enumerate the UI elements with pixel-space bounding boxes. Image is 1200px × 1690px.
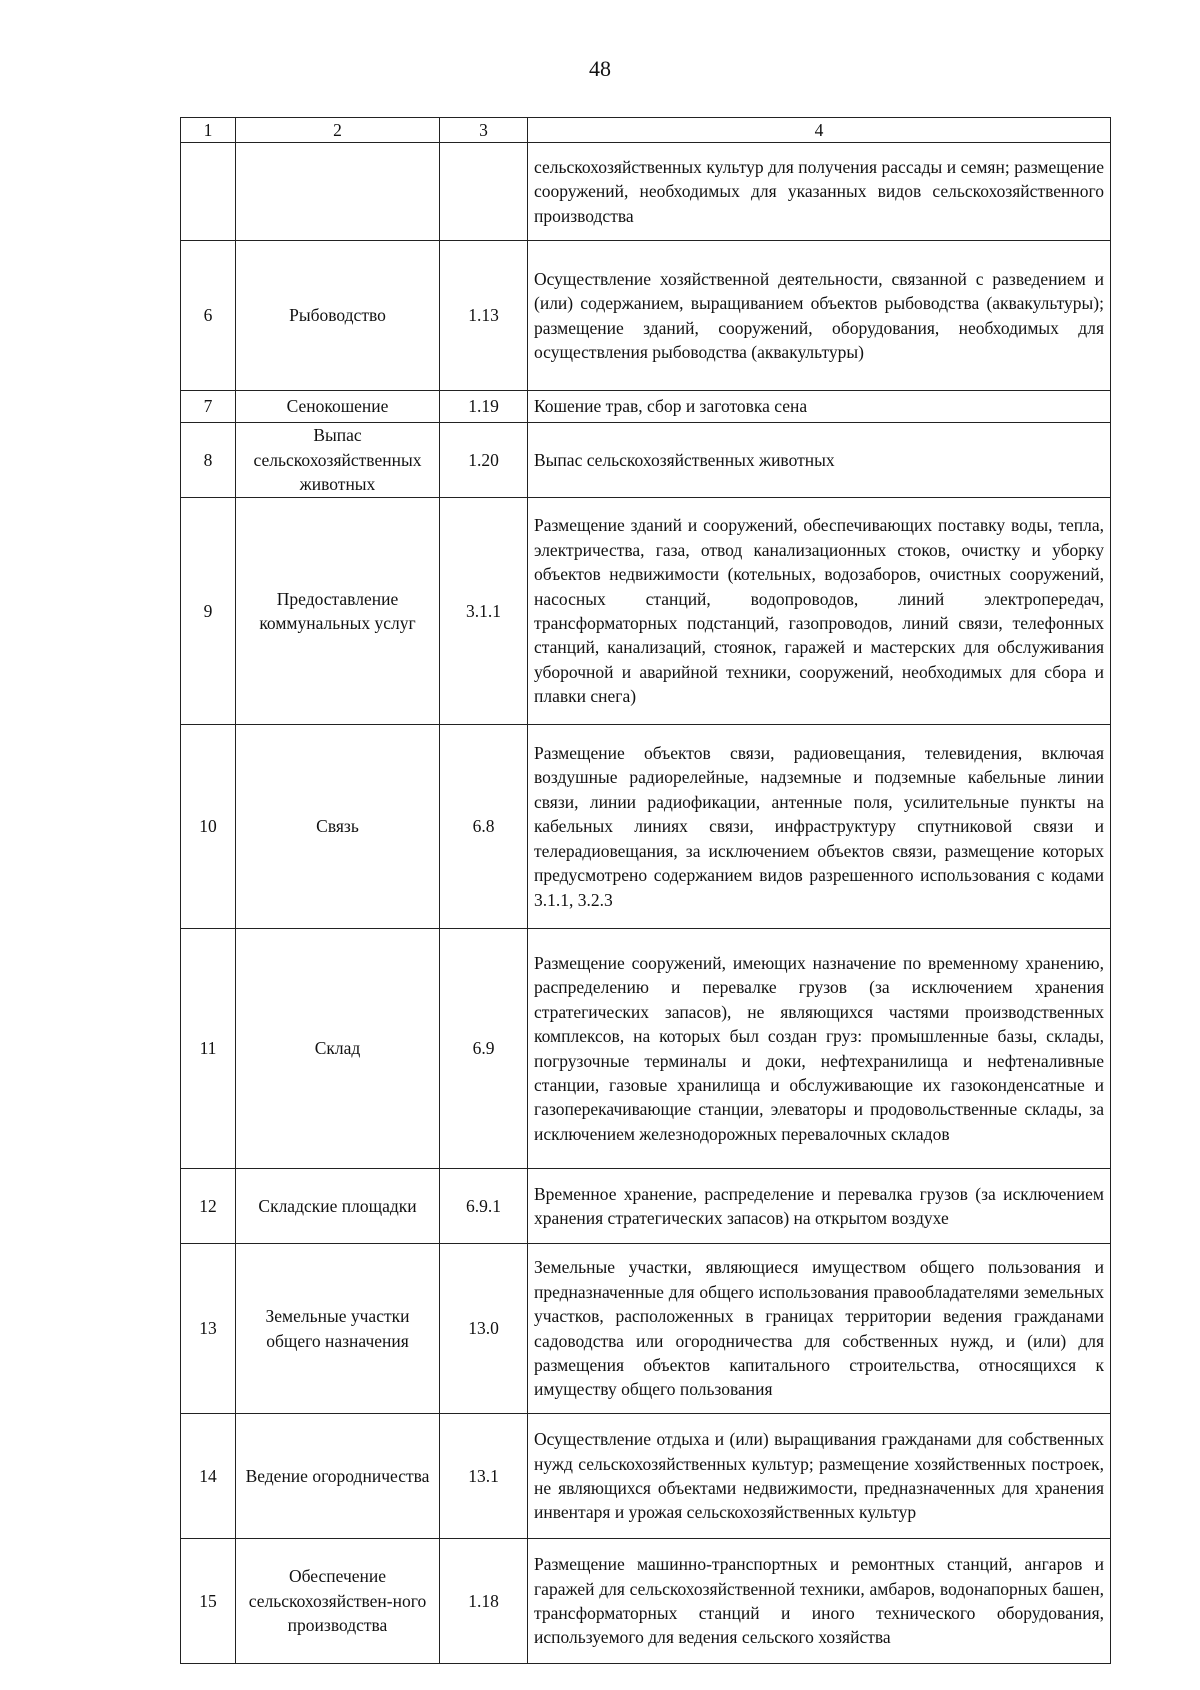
column-header-4: 4 <box>528 118 1111 143</box>
land-use-name-cell <box>236 143 440 241</box>
row-number-cell: 15 <box>181 1539 236 1664</box>
land-use-description-cell: Осуществление отдыха и (или) выращивания гражданами для собственных нужд сельскохозяйственных культур; размещение хозяйственных построек, не являющихся объектами недвижимости, предназначенных для хранения инвентаря и урожая сельскохозяйственных культур <box>528 1414 1111 1539</box>
land-use-name-cell: Сенокошение <box>236 391 440 423</box>
land-use-description-cell: Размещение машинно-транспортных и ремонтных станций, ангаров и гаражей для сельскохозяйственной техники, амбаров, водонапорных башен, трансформаторных станций и иного технического оборудования, используемого для ведения сельского хозяйства <box>528 1539 1111 1664</box>
land-use-description-cell: Земельные участки, являющиеся имуществом общего пользования и предназначенные для общего использования правообладателями земельных участков, расположенных в границах территории ведения гражданами садоводства или огородничества для собственных нужд, и (или) для размещения объектов капитального строительства, относящихся к имуществу общего пользования <box>528 1244 1111 1414</box>
table-row <box>181 498 1111 725</box>
land-use-description-cell: Временное хранение, распределение и перевалка грузов (за исключением хранения стратегических запасов) на открытом воздухе <box>528 1169 1111 1244</box>
table-row <box>181 241 1111 391</box>
land-use-code-cell: 13.1 <box>440 1414 528 1539</box>
land-use-description-cell: Размещение объектов связи, радиовещания, телевидения, включая воздушные радиорелейные, надземные и подземные кабельные линии связи, линии радиофикации, антенные поля, усилительные пункты на кабельных линиях связи, инфраструктуру спутниковой связи и телерадиовещания, за исключением объектов связи, размещение которых предусмотрено содержанием видов разрешенного использования с кодами 3.1.1, 3.2.3 <box>528 725 1111 929</box>
row-number-cell: 10 <box>181 725 236 929</box>
table-row <box>181 1169 1111 1244</box>
land-use-code-cell: 1.18 <box>440 1539 528 1664</box>
table-row <box>181 391 1111 423</box>
land-use-code-cell: 6.9 <box>440 929 528 1169</box>
land-use-description-cell: сельскохозяйственных культур для получения рассады и семян; размещение сооружений, необходимых для указанных видов сельскохозяйственного производства <box>528 143 1111 241</box>
land-use-code-cell: 13.0 <box>440 1244 528 1414</box>
table-row <box>181 929 1111 1169</box>
table-header-row <box>181 118 1111 143</box>
page-number: 48 <box>589 56 611 81</box>
land-use-code-cell: 1.19 <box>440 391 528 423</box>
land-use-code-cell: 6.8 <box>440 725 528 929</box>
row-number-cell: 12 <box>181 1169 236 1244</box>
land-use-name-cell: Ведение огородничества <box>236 1414 440 1539</box>
land-use-description-cell: Размещение зданий и сооружений, обеспечивающих поставку воды, тепла, электричества, газа, отвод канализационных стоков, очистку и уборку объектов недвижимости (котельных, водозаборов, очистных сооружений, насосных станций, водопроводов, линий электропередач, трансформаторных подстанций, газопроводов, линий связи, телефонных станций, канализаций, стоянок, гаражей и мастерских для обслуживания уборочной и аварийной техники, сооружений, необходимых для сбора и плавки снега) <box>528 498 1111 725</box>
table-row <box>181 143 1111 241</box>
row-number-cell: 13 <box>181 1244 236 1414</box>
table-row <box>181 1539 1111 1664</box>
land-use-code-cell: 1.20 <box>440 423 528 498</box>
land-use-code-cell: 1.13 <box>440 241 528 391</box>
land-use-name-cell: Склад <box>236 929 440 1169</box>
land-use-name-cell: Земельные участки общего назначения <box>236 1244 440 1414</box>
land-use-code-cell: 3.1.1 <box>440 498 528 725</box>
row-number-cell: 7 <box>181 391 236 423</box>
column-header-2: 2 <box>236 118 440 143</box>
column-header-1: 1 <box>181 118 236 143</box>
land-use-name-cell: Выпас сельскохозяйственных животных <box>236 423 440 498</box>
land-use-description-cell: Размещение сооружений, имеющих назначение по временному хранению, распределению и перевалке грузов (за исключением хранения стратегических запасов), не являющихся частями производственных комплексов, на которых был создан груз: промышленные базы, склады, погрузочные терминалы и доки, нефтехранилища и нефтеналивные станции, газовые хранилища и обслуживающие их газоконденсатные и газоперекачивающие станции, элеваторы и продовольственные склады, за исключением железнодорожных перевалочных складов <box>528 929 1111 1169</box>
land-use-name-cell: Предоставление коммунальных услуг <box>236 498 440 725</box>
land-use-table <box>180 117 1111 1664</box>
row-number-cell: 11 <box>181 929 236 1169</box>
row-number-cell: 6 <box>181 241 236 391</box>
land-use-description-cell: Кошение трав, сбор и заготовка сена <box>528 391 1111 423</box>
land-use-description-cell: Осуществление хозяйственной деятельности, связанной с разведением и (или) содержанием, выращиванием объектов рыбоводства (аквакультуры); размещение зданий, сооружений, оборудования, необходимых для осуществления рыбоводства (аквакультуры) <box>528 241 1111 391</box>
table-row <box>181 1244 1111 1414</box>
column-header-3: 3 <box>440 118 528 143</box>
table-row <box>181 423 1111 498</box>
row-number-cell: 9 <box>181 498 236 725</box>
table-row <box>181 725 1111 929</box>
row-number-cell: 14 <box>181 1414 236 1539</box>
row-number-cell <box>181 143 236 241</box>
row-number-cell: 8 <box>181 423 236 498</box>
table-body <box>181 118 1111 1664</box>
land-use-name-cell: Обеспечение сельскохозяйствен-ного производства <box>236 1539 440 1664</box>
table-row <box>181 1414 1111 1539</box>
land-use-description-cell: Выпас сельскохозяйственных животных <box>528 423 1111 498</box>
land-use-name-cell: Связь <box>236 725 440 929</box>
land-use-name-cell: Складские площадки <box>236 1169 440 1244</box>
land-use-code-cell <box>440 143 528 241</box>
land-use-name-cell: Рыбоводство <box>236 241 440 391</box>
land-use-code-cell: 6.9.1 <box>440 1169 528 1244</box>
